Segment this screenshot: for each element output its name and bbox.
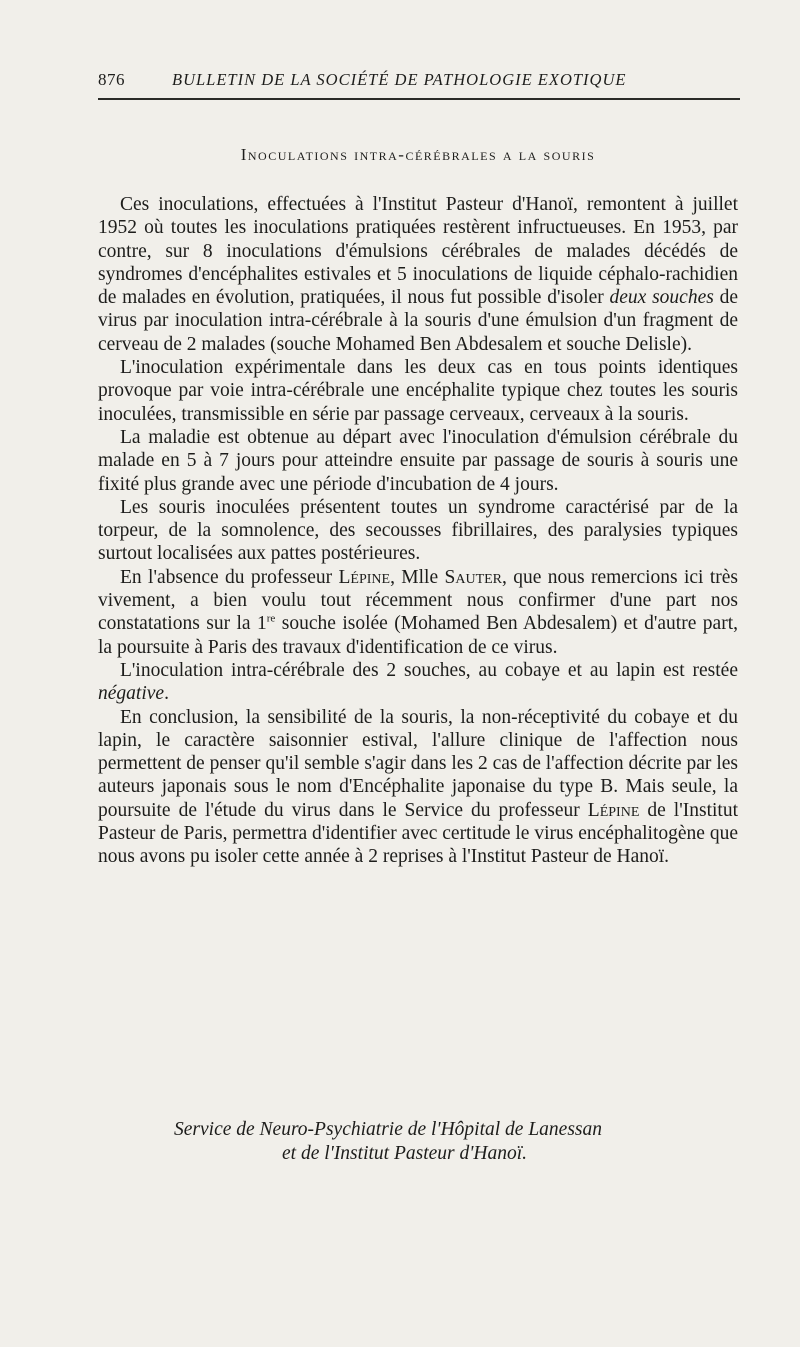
paragraph-text: En conclusion, la sensibilité de la souris, la non-réceptivité du cobaye et du lapin, le caractère saisonnier estival, l'allure clinique de l'affection nous permettent de penser qu'il semble s'agir dans les 2 cas de l'affection décrite par les auteurs japonais sous le nom d'Encéphalite japonaise du type B. Mais seule, la poursuite de l'étude du virus dans le Service du professeur — [98, 706, 738, 821]
paragraph-text: Les souris inoculées présentent toutes un syndrome caractérisé par de la torpeur, de la somnolence, des secousses fibrillaires, des paralysies typiques surtout localisées aux pattes postérieures. — [98, 496, 738, 565]
emphasis-text: négative — [98, 683, 165, 705]
page-number: 876 — [98, 70, 125, 89]
paragraph-text: . — [164, 683, 169, 705]
paragraph-7 — [98, 706, 738, 869]
running-head — [98, 70, 738, 90]
paragraph-text: souche isolée (Mohamed Ben Abdesalem) et d'autre part, la poursuite à Paris des travaux d'identification de ce virus. — [98, 613, 738, 658]
section-title: Inoculations intra-cérébrales a la souris — [240, 145, 596, 164]
author-name: Sauter — [444, 566, 503, 588]
paragraph-4 — [98, 496, 738, 566]
paragraph-6 — [98, 659, 738, 706]
paragraph-text: L'inoculation expérimentale dans les deux cas en tous points identiques provoque par voie intra-cérébrale une encéphalite typique chez toutes les souris inoculées, transmissible en série par passage cerveaux, cerveaux à la souris. — [98, 357, 738, 425]
paragraph-text: de l'Institut Pasteur de Paris, permettra d'identifier avec certitude le virus encéphalitogène que nous avons pu isoler cette année à 2 reprises à l'Institut Pasteur de Hanoï. — [98, 799, 738, 868]
paragraph-3 — [98, 426, 738, 496]
paragraph-text: Ces inoculations, effectuées à l'Institut Pasteur d'Hanoï, remontent à juillet 1952 où toutes les inoculations pratiquées restèrent infructueuses. En 1953, par contre, sur 8 inoculations d'émulsions cérébrales de malades décédés de syndromes d'encéphalites estivales et 5 inoculations de liquide céphalo-rachidien de malades en évolution, pratiquées, il nous fut possible d'isoler — [98, 194, 738, 309]
signature-line-2: et de l'Institut Pasteur d'Hanoï. — [282, 1143, 528, 1164]
paragraph-text: de virus par inoculation intra-cérébrale à la souris d'une émulsion d'un fragment de cerveau de 2 malades (souche Mohamed Ben Abdesalem et souche Delisle). — [98, 287, 738, 355]
signature-block — [98, 1118, 738, 1166]
journal-title: BULLETIN DE LA SOCIÉTÉ DE PATHOLOGIE EXOTIQUE — [172, 70, 627, 89]
paragraph-5 — [98, 566, 738, 659]
paragraph-text: , que nous remercions ici très vivement, a bien voulu tout récemment nous confirmer d'une part nos constatations sur la 1 — [98, 566, 738, 635]
paragraph-1 — [98, 193, 738, 356]
paragraph-text: L'inoculation intra-cérébrale des 2 souches, au cobaye et au lapin est restée — [120, 659, 738, 681]
author-name: Lépine — [338, 566, 391, 588]
author-name: Lépine — [587, 799, 640, 821]
paragraph-text: , Mlle — [390, 566, 445, 588]
signature-line-1: Service de Neuro-Psychiatrie de l'Hôpital de Lanessan — [174, 1119, 603, 1140]
paragraph-2 — [98, 356, 738, 426]
ordinal-superscript: re — [266, 612, 276, 625]
paragraph-text: La maladie est obtenue au départ avec l'inoculation d'émulsion cérébrale du malade en 5 à 7 jours pour atteindre ensuite par passage de souris à souris une fixité plus grande avec une période d'incubation de 4 jours. — [98, 426, 738, 495]
header-rule — [98, 98, 740, 100]
emphasis-text: deux souches — [609, 287, 714, 309]
article-body — [98, 193, 738, 869]
paragraph-text: En l'absence du professeur — [120, 566, 339, 588]
